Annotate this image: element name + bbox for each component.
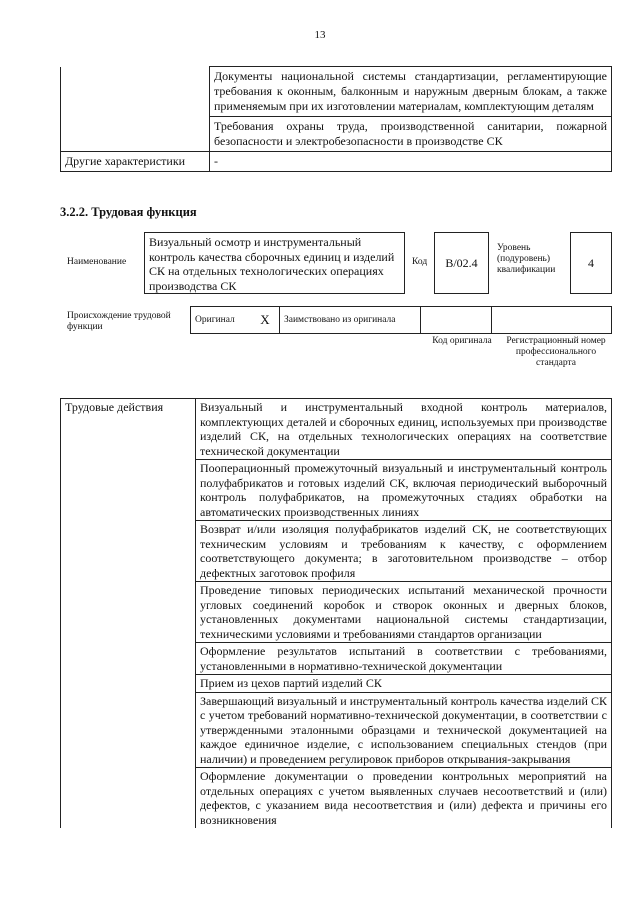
- other-characteristics-value: -: [210, 152, 612, 172]
- table-row: Пооперационный промежуточный визуальный и инструментальный контроль полуфабрикатов и готовых изделий СК, включая периодический выборочный контроль полуфабрикатов, на промежуточных стадиях обработки на автоматических производственных линиях: [196, 460, 612, 521]
- name-label: Наименование: [67, 257, 127, 267]
- table-row: Оформление результатов испытаний в соответствии с требованиями, установленными в нормативно-технической документации: [196, 643, 612, 675]
- level-value: 4: [570, 232, 612, 294]
- table-row: Оформление документации о проведении контрольных мероприятий на отдельных операциях с учетом выявленных случаев несоответствий и (или) дефектов, с указанием вида несоответствия и (или) дефекта и причины его возникновения: [196, 768, 612, 829]
- code-value: B/02.4: [434, 232, 489, 294]
- empty-cell: [61, 117, 210, 152]
- labour-actions-label: Трудовые действия: [61, 399, 196, 829]
- table-row: Визуальный и инструментальный входной контроль материалов, комплектующих деталей и сборочных единиц, используемых при производстве изделий СК, на отдельных технологических операциях на соответствие технической документации: [196, 399, 612, 460]
- table-row: Завершающий визуальный и инструментальный контроль качества изделий СК с учетом требований нормативно-технической документации, в соответствии с утвержденными эталонными образцами и технической документацией на каждое единичное изделие, с использованием специальных стендов (при наличии) и проведением регулировок приборов открывания-закрывания: [196, 692, 612, 768]
- level-label: Уровень (подуровень) квалификации: [497, 243, 556, 275]
- table-cell: Требования охраны труда, производственной санитарии, пожарной безопасности и электробезопасности в производстве СК: [210, 117, 612, 152]
- reg-number-caption: Регистрационный номер профессионального стандарта: [506, 336, 606, 368]
- labour-actions-table: [60, 398, 612, 828]
- origin-code-cell: [421, 307, 492, 334]
- table-row: Прием из цехов партий изделий СК: [196, 675, 612, 693]
- table-cell: Документы национальной системы стандартизации, регламентирующие требования к оконным, балконным и наружным дверным блокам, а также применяемым при их изготовлении материалам, комплектующим деталям: [210, 67, 612, 117]
- function-name-box: Визуальный осмотр и инструментальный контроль качества сборочных единиц и изделий СК на отдельных технологических операциях производства СК: [144, 232, 405, 294]
- origin-label: Происхождение трудовой функции: [67, 311, 171, 332]
- origin-table: [190, 306, 612, 334]
- page-number: 13: [314, 29, 326, 41]
- other-characteristics-label: Другие характеристики: [61, 152, 210, 172]
- code-label: Код: [412, 257, 428, 267]
- table-row: Проведение типовых периодических испытаний механической прочности угловых соединений коробок и створок оконных и дверных блоков, установленных документами национальной системы стандартизации, техническими условиями и требованиями стандартов организации: [196, 582, 612, 643]
- section-title: 3.2.2. Трудовая функция: [60, 205, 197, 219]
- original-mark: X: [251, 307, 280, 334]
- reg-number-cell: [492, 307, 612, 334]
- characteristics-table: [60, 66, 612, 172]
- table-row: Возврат и/или изоляция полуфабрикатов изделий СК, не соответствующих техническим условиям и требованиям к качеству, с оформлением соответствующего документа; в заготовительном производстве – отбор дефектных заготовок профиля: [196, 521, 612, 582]
- borrowed-label: Заимствовано из оригинала: [280, 307, 421, 334]
- original-label: Оригинал: [191, 307, 252, 334]
- empty-cell: [61, 67, 210, 117]
- origin-code-caption: Код оригинала: [432, 336, 492, 346]
